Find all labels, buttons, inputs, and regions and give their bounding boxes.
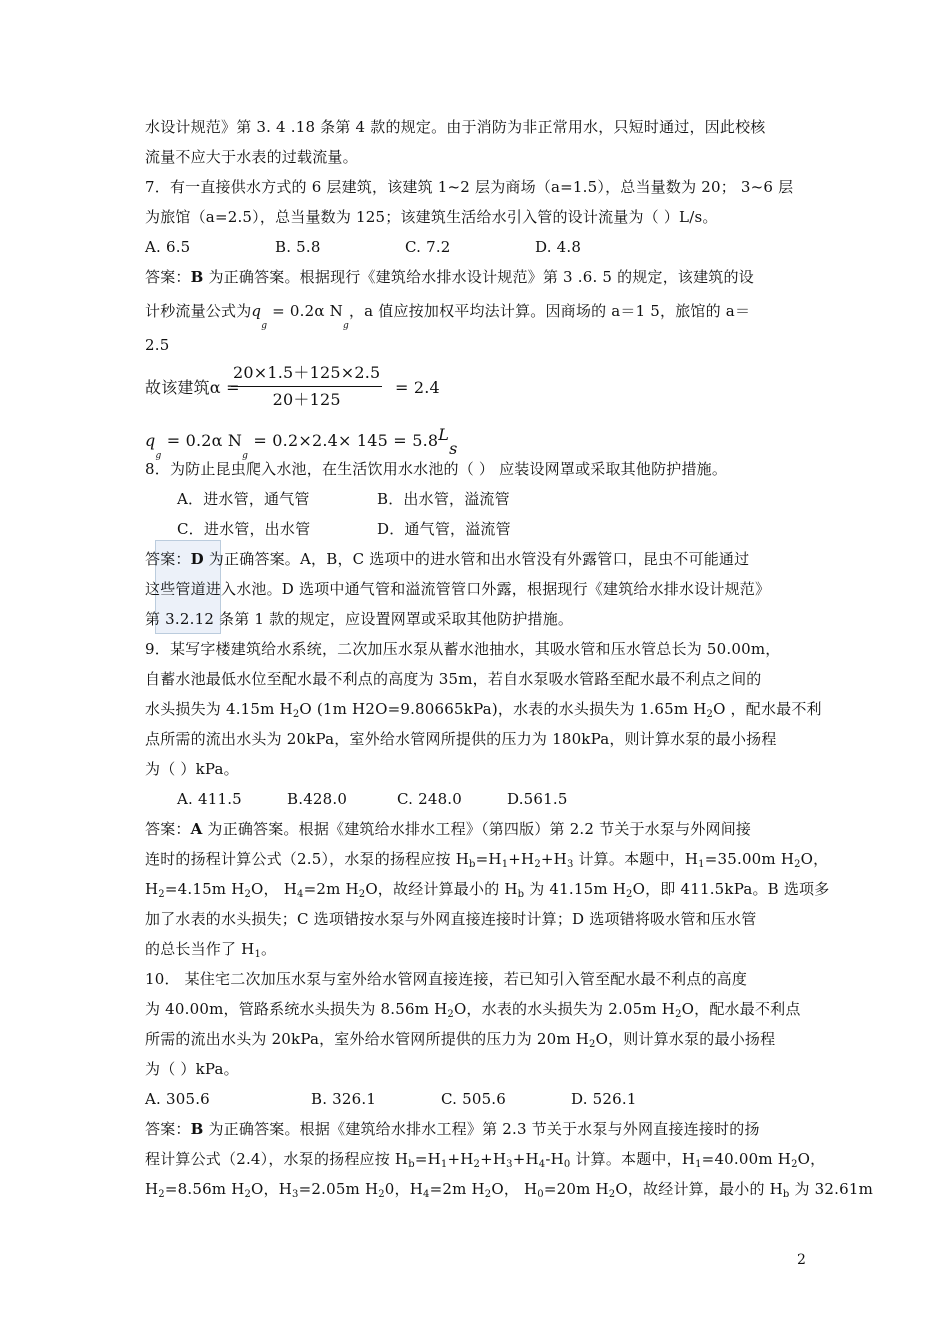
text-line: 2.5 [145,336,170,354]
question-8: 8．为防止昆虫爬入水池，在生活饮用水水池的（ ） 应装设网罩或采取其他防护措施。 [145,460,728,478]
page-number: 2 [797,1252,806,1268]
question-10: 10． 某住宅二次加压水泵与室外给水管网直接连接，若已知引入管至配水最不利点的高度 [145,970,748,988]
fraction: $\frac{20\times 1.5+125\times 2.5}{20+125}$ [231,360,382,413]
answer-7: 答案：B 为正确答案。根据现行《建筑给水排水设计规范》第 3 .6. 5 的规定，该建筑的设 [145,268,754,286]
text-line: 水设计规范》第 3. 4 .18 条第 4 款的规定。由于消防为非正常用水，只短时通过，因此校核 [145,118,766,136]
text-line: 为（ ）kPa。 [145,760,239,778]
answer-letter: B [190,1120,204,1138]
alpha-formula: 故该建筑α = $\frac{20\times 1.5+125\times 2.5}{20+125}$ = 2.4 [145,360,810,416]
option-b: B. 5.8 [275,238,321,256]
text-line: 自蓄水池最低水位至配水最不利点的高度为 35m，若自水泵吸水管路至配水最不利点之间的 [145,670,762,688]
q10-options: A. 305.6 B. 326.1 C. 505.6 D. 526.1 [145,1090,637,1108]
text-line: 的总长当作了 $H_1$。 [145,940,277,960]
q9-options: A. 411.5 B.428.0 C. 248.0 D.561.5 [177,790,568,808]
text-line: 程计算公式（2.4），水泵的扬程应按 $H_b=H_1+H_2+H_3+H_4-H_0$ 计算。本题中，$H_1=40.00m$ $H_2O$， [145,1150,826,1170]
text-line: $H_2=4.15m$ $H_2O$， $H_4=2m$ $H_2O$，故经计算最小的 $H_b$ 为 41.15m $H_2O$，即 411.5kPa。B 选项多 [145,880,830,900]
q8-options-row1: A．进水管，通气管 B．出水管，溢流管 [177,490,510,508]
text-line: 计秒流量公式为$q_g = 0.2\alpha$ $N_g$，a 值应按加权平均法计算。因商场的 a＝1 5，旅馆的 a＝ [145,302,751,331]
qg-formula: $q_g = 0.2\alpha$ $N_g = 0.2\times 2.4\times 145 = 5.8Ls$ [145,425,458,461]
text-line: 水头损失为 4.15m $H_2O$ (1m H2O=9.80665kPa)，水表的水头损失为 1.65m $H_2O$ ，配水最不利 [145,700,822,720]
text-line: 这些管道进入水池。D 选项中通气管和溢流管管口外露，根据现行《建筑给水排水设计规范》 [145,580,771,598]
option-c: C. 7.2 [405,238,451,256]
question-9: 9．某写字楼建筑给水系统，二次加压水泵从蓄水池抽水，其吸水管和压水管总长为 50.00m， [145,640,781,658]
text-line: 加了水表的水头损失；C 选项错按水泵与外网直接连接时计算；D 选项错将吸水管和压水管 [145,910,757,928]
document-body [145,112,874,1204]
answer-letter: A [190,820,203,838]
question-7: 7．有一直接供水方式的 6 层建筑，该建筑 1~2 层为商场（a=1.5），总当量数为 20； 3~6 层 [145,178,794,196]
q7-options [145,232,810,262]
answer-10: 答案：B 为正确答案。根据《建筑给水排水工程》第 2.3 节关于水泵与外网直接连接时的扬 [145,1120,760,1138]
q8-options-row2: C．进水管，出水管 D．通气管，溢流管 [177,520,511,538]
text-line: $H_2=8.56m$ $H_2O$，$H_3=2.05m$ $H_20$，$H_4=2m$ $H_2O$， $H_0=20m$ $H_2O$，故经计算，最小的 $H_b$ 为 32.61m [145,1180,874,1200]
answer-letter: B [190,268,204,286]
text-line: 第 3.2.12 条第 1 款的规定，应设置网罩或采取其他防护措施。 [145,610,574,628]
text-line: 所需的流出水头为 20kPa，室外给水管网所提供的压力为 20m $H_2O$，则计算水泵的最小扬程 [145,1030,776,1050]
option-a: A. 6.5 [145,238,191,256]
text-line: 为 40.00m，管路系统水头损失为 8.56m $H_2O$，水表的水头损失为 2.05m $H_2O$，配水最不利点 [145,1000,801,1020]
answer-letter: D [190,550,204,568]
answer-8: 答案：D 为正确答案。A，B，C 选项中的进水管和出水管没有外露管口，昆虫不可能通过 [145,550,750,568]
answer-9: 答案：A 为正确答案。根据《建筑给水排水工程》（第四版）第 2.2 节关于水泵与外网间接 [145,820,752,838]
text-line: 为（ ）kPa。 [145,1060,239,1078]
option-d: D. 4.8 [535,238,582,256]
formula: $q_g = 0.2\alpha$ $N_g$ [251,302,349,331]
text-line: 为旅馆（a=2.5），总当量数为 125；该建筑生活给水引入管的设计流量为（ ）L/s。 [145,208,718,226]
text-line: 流量不应大于水表的过载流量。 [145,148,358,166]
text-line: 连时的扬程计算公式（2.5），水泵的扬程应按 $H_b=H_1+H_2+H_3$ 计算。本题中，$H_1=35.00m$ $H_2O$， [145,850,829,870]
text-line: 点所需的流出水头为 20kPa，室外给水管网所提供的压力为 180kPa，则计算水泵的最小扬程 [145,730,777,748]
